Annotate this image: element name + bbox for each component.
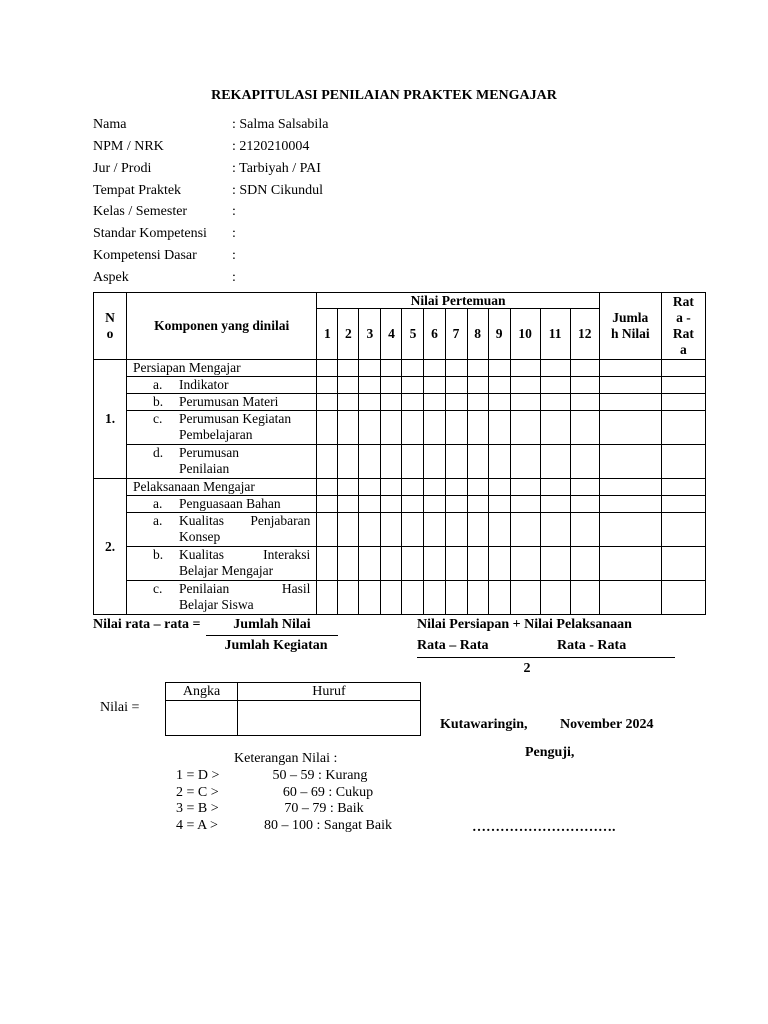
nilai-angka-value[interactable] [166, 701, 238, 736]
score-cell[interactable] [540, 479, 570, 496]
score-cell[interactable] [359, 547, 381, 581]
score-cell[interactable] [424, 547, 445, 581]
keterangan-grade: 3 = B > [176, 801, 219, 816]
score-cell[interactable] [599, 496, 661, 513]
info-value: : [232, 226, 236, 241]
section-number: 2. [94, 479, 127, 615]
table-body [94, 360, 706, 615]
score-cell[interactable] [540, 360, 570, 377]
score-cell[interactable] [661, 411, 705, 445]
component-item [127, 513, 317, 547]
score-cell[interactable] [488, 377, 510, 394]
score-cell[interactable] [338, 513, 359, 547]
score-cell[interactable] [338, 394, 359, 411]
score-cell[interactable] [570, 360, 599, 377]
keterangan-range: 60 – 69 : Cukup [282, 785, 374, 800]
component-item [127, 411, 317, 445]
score-cell[interactable] [338, 445, 359, 479]
section-title: Persiapan Mengajar [127, 360, 317, 377]
score-cell[interactable] [381, 377, 402, 394]
score-cell[interactable] [599, 445, 661, 479]
score-cell[interactable] [338, 547, 359, 581]
score-cell[interactable] [540, 496, 570, 513]
score-cell[interactable] [540, 411, 570, 445]
score-cell[interactable] [570, 394, 599, 411]
score-cell[interactable] [424, 513, 445, 547]
score-cell[interactable] [445, 479, 467, 496]
score-cell[interactable] [467, 360, 488, 377]
nilai-box [165, 682, 421, 736]
nilai-label: Nilai = [100, 700, 140, 715]
formula-numerator: Jumlah Nilai [206, 617, 338, 636]
score-cell[interactable] [424, 377, 445, 394]
item-letter: b. [153, 394, 164, 409]
score-cell[interactable] [488, 411, 510, 445]
item-letter: a. [153, 496, 163, 511]
info-value: : Salma Salsabila [232, 117, 329, 132]
score-cell[interactable] [661, 547, 705, 581]
score-cell[interactable] [445, 360, 467, 377]
header-text: Rat [672, 326, 694, 341]
score-cell[interactable] [540, 445, 570, 479]
score-cell[interactable] [359, 377, 381, 394]
table-row [94, 496, 706, 513]
table-header-row [94, 293, 706, 309]
score-cell[interactable] [540, 581, 570, 615]
score-cell[interactable] [570, 547, 599, 581]
score-cell[interactable] [570, 479, 599, 496]
item-text: Belajar Mengajar [179, 563, 274, 578]
score-cell[interactable] [402, 496, 424, 513]
item-text: Penilaian [179, 461, 230, 476]
score-cell[interactable] [467, 496, 488, 513]
score-cell[interactable] [338, 496, 359, 513]
formula-divisor: 2 [523, 661, 531, 676]
info-label: Nama [93, 117, 127, 132]
score-cell[interactable] [424, 360, 445, 377]
score-cell[interactable] [510, 411, 540, 445]
info-label: Aspek [93, 270, 129, 285]
score-cell[interactable] [488, 394, 510, 411]
score-cell[interactable] [510, 445, 540, 479]
keterangan-range: 80 – 100 : Sangat Baik [264, 818, 392, 833]
info-value: : SDN Cikundul [232, 183, 324, 198]
table-row [94, 513, 706, 547]
score-cell[interactable] [381, 394, 402, 411]
score-cell[interactable] [402, 394, 424, 411]
score-cell[interactable] [402, 360, 424, 377]
meeting-number: 7 [445, 309, 467, 360]
nilai-col-angka: Angka [166, 683, 238, 701]
score-cell[interactable] [467, 377, 488, 394]
header-text: h Nilai [610, 326, 650, 341]
score-cell[interactable] [381, 496, 402, 513]
score-cell[interactable] [424, 496, 445, 513]
component-item [127, 547, 317, 581]
score-cell[interactable] [599, 360, 661, 377]
score-cell[interactable] [402, 377, 424, 394]
score-cell[interactable] [661, 360, 705, 377]
formula-label: Nilai rata – rata = [93, 617, 201, 632]
score-cell[interactable] [488, 496, 510, 513]
table-row [94, 479, 706, 496]
score-cell[interactable] [402, 411, 424, 445]
score-cell[interactable] [317, 394, 338, 411]
info-value: : 2120210004 [232, 139, 310, 154]
info-label: NPM / NRK [93, 139, 164, 154]
meeting-number: 6 [424, 309, 445, 360]
table-row [94, 411, 706, 445]
score-cell[interactable] [338, 377, 359, 394]
section-number: 1. [94, 360, 127, 479]
section-title: Pelaksanaan Mengajar [127, 479, 317, 496]
component-item [127, 581, 317, 615]
table-row [94, 377, 706, 394]
score-cell[interactable] [467, 445, 488, 479]
info-label: Tempat Praktek [93, 183, 182, 198]
score-cell[interactable] [381, 445, 402, 479]
score-cell[interactable] [599, 394, 661, 411]
score-cell[interactable] [424, 445, 445, 479]
score-cell[interactable] [381, 479, 402, 496]
component-item [127, 394, 317, 411]
item-letter: a. [153, 377, 163, 392]
table-row [94, 394, 706, 411]
score-cell[interactable] [540, 547, 570, 581]
meeting-number: 11 [540, 309, 570, 360]
item-letter: c. [153, 581, 163, 596]
score-cell[interactable] [445, 445, 467, 479]
score-cell[interactable] [488, 547, 510, 581]
score-cell[interactable] [599, 581, 661, 615]
score-cell[interactable] [359, 445, 381, 479]
item-letter: c. [153, 411, 163, 426]
score-cell[interactable] [402, 547, 424, 581]
score-cell[interactable] [661, 513, 705, 547]
score-cell[interactable] [445, 496, 467, 513]
score-cell[interactable] [488, 445, 510, 479]
column-header-no [94, 293, 127, 360]
score-cell[interactable] [599, 411, 661, 445]
table-row [94, 445, 706, 479]
keterangan-range: 70 – 79 : Baik [284, 801, 364, 816]
meeting-number: 3 [359, 309, 381, 360]
formula-denominator: Jumlah Kegiatan [224, 638, 328, 653]
score-cell[interactable] [661, 496, 705, 513]
info-value: : [232, 204, 236, 219]
score-cell[interactable] [445, 513, 467, 547]
column-header-komponen: Komponen yang dinilai [127, 293, 317, 360]
score-cell[interactable] [467, 547, 488, 581]
meeting-number: 5 [402, 309, 424, 360]
meeting-number: 9 [488, 309, 510, 360]
score-cell[interactable] [510, 547, 540, 581]
score-cell[interactable] [445, 581, 467, 615]
score-cell[interactable] [510, 513, 540, 547]
keterangan-range: 50 – 59 : Kurang [272, 768, 368, 783]
score-cell[interactable] [540, 394, 570, 411]
score-cell[interactable] [510, 479, 540, 496]
header-text: a [680, 342, 687, 357]
signature-date: November 2024 [560, 717, 654, 732]
item-text: Kualitas Penjabaran [179, 513, 311, 528]
item-text: Konsep [179, 529, 221, 544]
score-cell[interactable] [317, 445, 338, 479]
score-cell[interactable] [467, 581, 488, 615]
keterangan-grade: 4 = A > [176, 818, 218, 833]
score-cell[interactable] [381, 513, 402, 547]
score-cell[interactable] [445, 394, 467, 411]
score-cell[interactable] [510, 394, 540, 411]
info-label: Kompetensi Dasar [93, 248, 197, 263]
score-cell[interactable] [317, 411, 338, 445]
score-cell[interactable] [599, 547, 661, 581]
meeting-number: 10 [510, 309, 540, 360]
score-cell[interactable] [570, 496, 599, 513]
item-text: Indikator [179, 377, 229, 392]
score-cell[interactable] [359, 496, 381, 513]
keterangan-grade: 1 = D > [176, 768, 220, 783]
score-cell[interactable] [338, 411, 359, 445]
score-cell[interactable] [599, 479, 661, 496]
score-cell[interactable] [599, 377, 661, 394]
meeting-number: 2 [338, 309, 359, 360]
score-cell[interactable] [570, 377, 599, 394]
score-cell[interactable] [317, 496, 338, 513]
item-text: Kualitas Interaksi [179, 547, 311, 562]
score-cell[interactable] [510, 377, 540, 394]
score-cell[interactable] [317, 360, 338, 377]
component-item [127, 445, 317, 479]
signature-role: Penguji, [525, 745, 575, 760]
column-header-rata-rata [661, 293, 705, 360]
score-cell[interactable] [338, 479, 359, 496]
header-text: Rat [672, 294, 694, 309]
score-cell[interactable] [381, 581, 402, 615]
item-text: Perumusan [179, 445, 240, 460]
header-text: N [105, 310, 115, 325]
meeting-number: 8 [467, 309, 488, 360]
score-cell[interactable] [381, 360, 402, 377]
score-cell[interactable] [661, 445, 705, 479]
score-cell[interactable] [424, 394, 445, 411]
score-cell[interactable] [570, 411, 599, 445]
score-cell[interactable] [570, 581, 599, 615]
score-cell[interactable] [402, 445, 424, 479]
score-cell[interactable] [317, 581, 338, 615]
score-cell[interactable] [445, 547, 467, 581]
score-cell[interactable] [402, 479, 424, 496]
score-cell[interactable] [510, 581, 540, 615]
component-item [127, 496, 317, 513]
score-cell[interactable] [424, 411, 445, 445]
item-text: Perumusan Materi [179, 394, 279, 409]
score-cell[interactable] [402, 581, 424, 615]
score-cell[interactable] [467, 513, 488, 547]
table-row [94, 581, 706, 615]
score-cell[interactable] [467, 411, 488, 445]
score-cell[interactable] [599, 513, 661, 547]
score-cell[interactable] [402, 513, 424, 547]
info-label: Kelas / Semester [93, 204, 188, 219]
info-value: : Tarbiyah / PAI [232, 161, 321, 176]
score-cell[interactable] [424, 581, 445, 615]
score-cell[interactable] [445, 411, 467, 445]
formula-right-numerator: Nilai Persiapan + Nilai Pelaksanaan [417, 617, 632, 632]
nilai-huruf-value[interactable] [238, 701, 421, 736]
score-cell[interactable] [359, 394, 381, 411]
score-cell[interactable] [359, 360, 381, 377]
score-cell[interactable] [570, 513, 599, 547]
nilai-col-huruf: Huruf [238, 683, 421, 701]
meeting-number: 12 [570, 309, 599, 360]
score-cell[interactable] [317, 513, 338, 547]
item-text: Penguasaan Bahan [179, 496, 281, 511]
assessment-table [93, 292, 706, 615]
formula-rata-rata-1: Rata – Rata [417, 638, 489, 653]
score-cell[interactable] [338, 360, 359, 377]
score-cell[interactable] [510, 496, 540, 513]
component-item [127, 377, 317, 394]
formula-right-denominator-line [417, 638, 675, 658]
document-title: REKAPITULASI PENILAIAN PRAKTEK MENGAJAR [211, 88, 557, 103]
score-cell[interactable] [488, 360, 510, 377]
signature-dots: …………………………. [472, 820, 616, 835]
score-cell[interactable] [359, 411, 381, 445]
score-cell[interactable] [570, 445, 599, 479]
score-cell[interactable] [445, 377, 467, 394]
item-text: Perumusan Kegiatan [179, 411, 292, 426]
score-cell[interactable] [661, 581, 705, 615]
info-label: Standar Kompetensi [93, 226, 207, 241]
score-cell[interactable] [381, 547, 402, 581]
score-cell[interactable] [338, 581, 359, 615]
keterangan-grade: 2 = C > [176, 785, 219, 800]
score-cell[interactable] [540, 377, 570, 394]
item-text: Belajar Siswa [179, 597, 254, 612]
info-label: Jur / Prodi [93, 161, 152, 176]
score-cell[interactable] [488, 479, 510, 496]
score-cell[interactable] [488, 581, 510, 615]
column-header-jumlah-nilai [599, 293, 661, 360]
header-text: a - [676, 310, 691, 325]
score-cell[interactable] [540, 513, 570, 547]
table-row [94, 360, 706, 377]
meeting-number: 1 [317, 309, 338, 360]
score-cell[interactable] [317, 547, 338, 581]
signature-place: Kutawaringin, [440, 717, 528, 732]
item-text: Penilaian Hasil [179, 581, 311, 596]
formula-rata-rata-2: Rata - Rata [557, 638, 627, 653]
score-cell[interactable] [424, 479, 445, 496]
item-letter: b. [153, 547, 164, 562]
score-cell[interactable] [359, 479, 381, 496]
meeting-number: 4 [381, 309, 402, 360]
column-header-nilai-pertemuan: Nilai Pertemuan [317, 293, 599, 309]
score-cell[interactable] [317, 377, 338, 394]
score-cell[interactable] [359, 581, 381, 615]
score-cell[interactable] [488, 513, 510, 547]
item-letter: a. [153, 513, 163, 528]
info-value: : [232, 248, 236, 263]
item-text: Pembelajaran [179, 427, 253, 442]
score-cell[interactable] [510, 360, 540, 377]
score-cell[interactable] [467, 394, 488, 411]
keterangan-title: Keterangan Nilai : [234, 751, 338, 766]
score-cell[interactable] [661, 479, 705, 496]
table-row [94, 547, 706, 581]
info-value: : [232, 270, 236, 285]
header-text: Jumla [612, 310, 649, 325]
score-cell[interactable] [317, 479, 338, 496]
score-cell[interactable] [359, 513, 381, 547]
header-text: o [106, 326, 114, 341]
score-cell[interactable] [661, 377, 705, 394]
item-letter: d. [153, 445, 164, 460]
score-cell[interactable] [381, 411, 402, 445]
score-cell[interactable] [467, 479, 488, 496]
score-cell[interactable] [661, 394, 705, 411]
